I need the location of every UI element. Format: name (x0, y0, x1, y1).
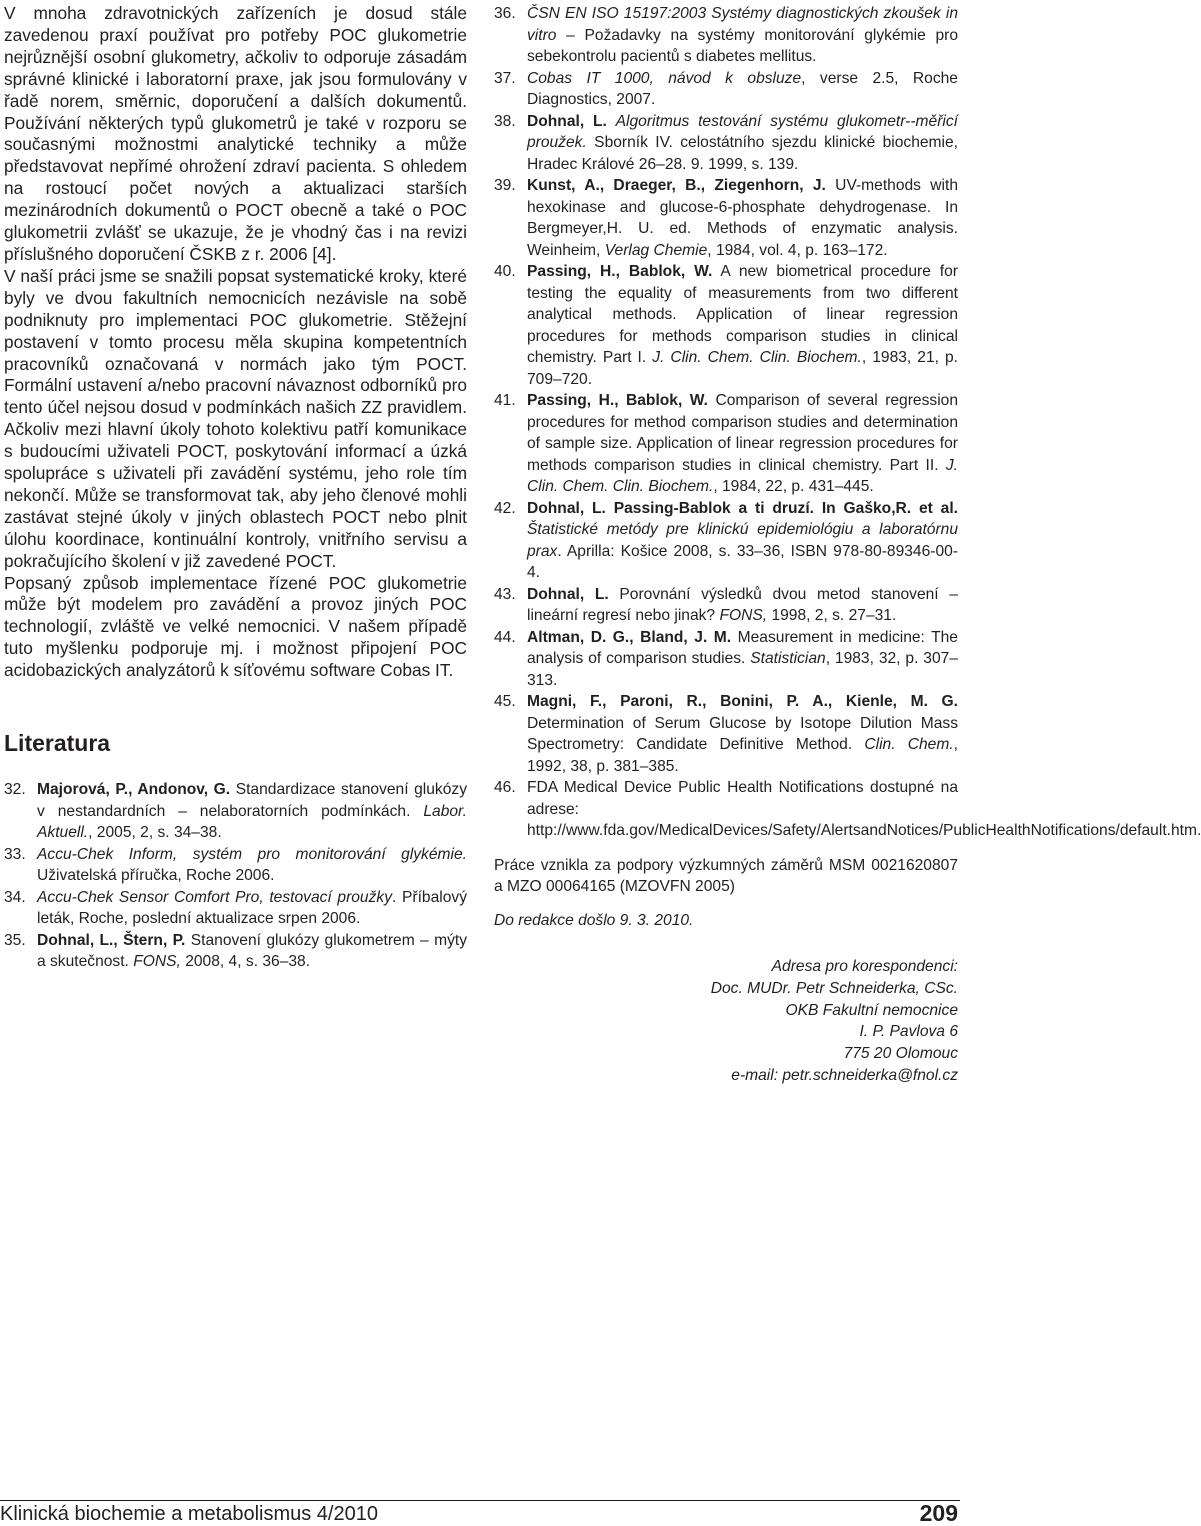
reference-list (494, 3, 1201, 842)
reference-number: 39. (494, 177, 516, 194)
reference-item (494, 498, 958, 584)
reference-text: , verse 2.5, Roche Diagnostics, 2007. (527, 69, 958, 108)
reference-number: 37. (494, 69, 516, 87)
reference-text: , 1984, vol. 4, p. 163–172. (707, 241, 888, 259)
reference-text: A new biometrical procedure for testing the equality of measurements from two different analytical methods. Application of linear regression procedures for methods comparison studies in clinical chemistry. Part I. (527, 263, 958, 366)
page-number: 209 (919, 1500, 958, 1526)
address-street: I. P. Pavlova 6 (859, 1023, 958, 1041)
reference-text: FONS, (133, 953, 181, 971)
reference-number: 33. (4, 845, 26, 863)
reference-item (494, 3, 958, 68)
reference-text: FDA Medical Device Public Health Notifications dostupné na adrese: http://www.fda.gov/MedicalDevices/Safety/AlertsandNotices/PublicHealthNotifications/default.htm. (527, 779, 1201, 839)
reference-number: 44. (494, 628, 516, 646)
address-dept: OKB Fakultní nemocnice (785, 1001, 958, 1019)
left-column (4, 0, 467, 973)
reference-text: J. Clin. Chem. Clin. Biochem. (652, 349, 862, 366)
reference-text: Algoritmus testování systému glukometr--měřicí proužek. (527, 112, 958, 151)
address-city: 775 20 Olomouc (843, 1045, 958, 1063)
reference-text: Clin. Chem. (864, 736, 954, 753)
correspondence-address (494, 956, 958, 1087)
reference-text: Kunst, A., Draeger, B., Ziegenhorn, J. (527, 177, 826, 194)
address-heading: Adresa pro korespondenci: (771, 958, 958, 975)
reference-text (607, 113, 616, 130)
reference-text: Standardizace stanovení glukózy v nestandardních – nelaboratorních podmínkách. (37, 781, 467, 820)
reference-text: Passing, H., Bablok, W. (527, 263, 713, 280)
reference-text: Magni, F., Paroni, R., Bonini, P. A., Kienle, M. G. (527, 693, 958, 710)
footer-journal: Klinická biochemie a metabolismus 4/2010 (0, 1503, 378, 1525)
reference-text: Majorová, P., Andonov, G. (37, 781, 231, 799)
reference-text: 2008, 4, s. 36–38. (180, 953, 311, 971)
reference-text: Accu-Chek Inform, systém pro monitorování glykémie. (37, 845, 467, 863)
reference-text: Measurement in medicine: The analysis of comparison studies. (527, 628, 958, 667)
reference-item (4, 844, 467, 887)
reference-text: , 1984, 22, p. 431–445. (713, 478, 874, 495)
reference-text: . Aprilla: Košice 2008, s. 33–36, ISBN 978-80-89346-00-4. (527, 542, 958, 581)
reference-text: Sborník IV. celostátního sjezdu klinické biochemie, Hradec Králové 26–28. 9. 1999, s. 139. (527, 134, 958, 173)
received-date: Do redakce došlo 9. 3. 2010. (494, 911, 694, 929)
reference-number: 41. (494, 392, 516, 409)
reference-text: Štatistické metódy pre klinickú epidemiológiu a laboratórnu prax (527, 521, 958, 560)
reference-text: Passing, H., Bablok, W. (527, 392, 708, 409)
reference-text: . Příbalový leták, Roche, poslední aktualizace srpen 2006. (37, 888, 467, 928)
reference-text: Verlag Chemie (604, 241, 708, 259)
reference-text: Comparison of several regression procedures for method comparison studies and determination of sample size. Application of linear regression procedures for methods comparison studies in clinical chemistry. Part II. (527, 392, 958, 474)
reference-text: Statistician (750, 650, 826, 667)
right-column (494, 0, 1201, 1087)
reference-text: , 2005, 2, s. 34–38. (88, 824, 222, 842)
body-paragraph: Popsaný způsob implementace řízené POC glukometrie může být modelem pro zavádění a provoz jiných POC technologií, zvláště ve velké nemocnici. V našem případě tuto myšlenku podporuje mj. i možnost připojení POC acidobazických analyzátorů k síťovému software Cobas IT. (4, 572, 467, 681)
reference-number: 40. (494, 263, 516, 280)
reference-text: Uživatelská příručka, Roche 2006. (37, 867, 275, 885)
reference-text: 1998, 2, s. 27–31. (767, 607, 897, 624)
reference-text: J. Clin. Chem. Clin. Biochem. (527, 456, 958, 495)
reference-text: Dohnal, L. (527, 112, 607, 130)
reference-number: 42. (494, 499, 516, 517)
reference-text: FONS, (719, 607, 768, 624)
reference-number: 43. (494, 585, 516, 603)
reference-item (494, 777, 1201, 842)
footer-rule (0, 1500, 960, 1501)
reference-item (494, 584, 958, 627)
reference-number: 45. (494, 693, 516, 710)
reference-number: 38. (494, 112, 516, 130)
reference-text: Dohnal, L., Štern, P. (37, 931, 186, 949)
reference-item (494, 390, 958, 498)
reference-item (494, 175, 958, 261)
reference-item (4, 779, 467, 844)
reference-item (4, 887, 467, 930)
reference-text: Stanovení glukózy glukometrem – mýty a skutečnost. (37, 931, 467, 971)
reference-number: 36. (494, 5, 516, 22)
reference-text: UV-methods with hexokinase and glucose-6-phosphate dehydrogenase. In Bergmeyer,H. U. ed. Methods of enzymatic analysis. Weinheim, (527, 177, 959, 259)
reference-number: 46. (494, 779, 516, 796)
reference-item (494, 691, 958, 777)
reference-text: , 1992, 38, p. 381–385. (527, 736, 958, 775)
reference-item (494, 627, 958, 692)
address-name: Doc. MUDr. Petr Schneiderka, CSc. (710, 979, 958, 997)
reference-number: 34. (4, 888, 26, 906)
body-paragraph: V mnoha zdravotnických zařízeních je dosud stále zavedenou praxí používat pro potřeby POC glukometrie nejrůznější osobní glukometry, ačkoliv to odporuje zásadám správné klinické i laboratorní praxe, jak jsou formulovány v řadě norem, směrnic, doporučení a dalších dokumentů. Používání některých typů glukometrů je také v rozporu se současnými možnostmi analytické techniky a může představovat nepřímé ohrožení zdraví pacienta. S ohledem na rostoucí počet nových a aktualizaci starších mezinárodních dokumentů o POCT obecně a také o POC glukometrii zvlášť se ukazuje, že je vhodný čas i na revizi příslušného doporučení ČSKB z r. 2006 [4]. (4, 3, 467, 264)
reference-text: Altman, D. G., Bland, J. M. (527, 628, 732, 646)
reference-item (4, 930, 467, 973)
reference-text: Determination of Serum Glucose by Isotope Dilution Mass Spectrometry: Candidate Definitive Method. (527, 714, 958, 753)
reference-list (4, 779, 467, 973)
reference-text: Dohnal, L. Passing-Bablok a ti druzí. In Gaško,R. et al. (527, 499, 958, 517)
reference-number: 32. (4, 781, 26, 799)
funding-note: Práce vznikla za podpory výzkumných záměrů MSM 0021620807 a MZO 00064165 (MZOVFN 2005) (494, 856, 958, 895)
body-paragraph: V naší práci jsme se snažili popsat systematické kroky, které byly ve dvou fakultních nemocnicích nezávisle na sobě podniknuty pro implementaci POC glukometrie. Stěžejní postavení v tomto procesu měla skupina kompetentních pracovníků označovaná v normách jako tým POCT. Formální ustavení a/nebo pracovní návaznost odborníků pro tento účel nejsou dosud v podmínkách našich ZZ pravidlem. Ačkoliv mezi hlavní úkoly tohoto kolektivu patří komunikace s budoucími uživateli POCT, poskytování informací a úzká spolupráce s uživateli při zavádění systému, jeho role tím nekončí. Může se transformovat tak, aby jeho členové mohli zastávat stejné úkoly v jiných oblastech POCT nebo plnit úlohu koordinace, kontinuální kontroly, vnitřního servisu a pokračujícího školení v již zavedené POCT. (4, 265, 467, 571)
reference-item (494, 68, 958, 111)
reference-text: Cobas IT 1000, návod k obsluze (527, 69, 802, 87)
address-email[interactable]: e-mail: petr.schneiderka@fnol.cz (731, 1066, 958, 1084)
reference-item (494, 111, 958, 176)
reference-item (494, 261, 958, 390)
reference-text: Dohnal, L. (527, 585, 609, 603)
reference-text: Accu-Chek Sensor Comfort Pro, testovací proužky (37, 888, 392, 906)
reference-text: ČSN EN ISO 15197:2003 Systémy diagnostických zkoušek in vitro (527, 5, 958, 44)
reference-number: 35. (4, 931, 26, 949)
reference-text: , 1983, 32, p. 307–313. (527, 650, 959, 689)
reference-text: Labor. Aktuell. (37, 802, 467, 842)
reference-text: – Požadavky na systémy monitorování glykémie pro sebekontrolu pacientů s diabetes mellitus. (527, 26, 958, 65)
reference-text: , 1983, 21, p. 709–720. (527, 349, 958, 388)
reference-text: Porovnání výsledků dvou metod stanovení – lineární regresí nebo jinak? (527, 585, 958, 624)
literature-heading: Literatura (4, 730, 111, 757)
